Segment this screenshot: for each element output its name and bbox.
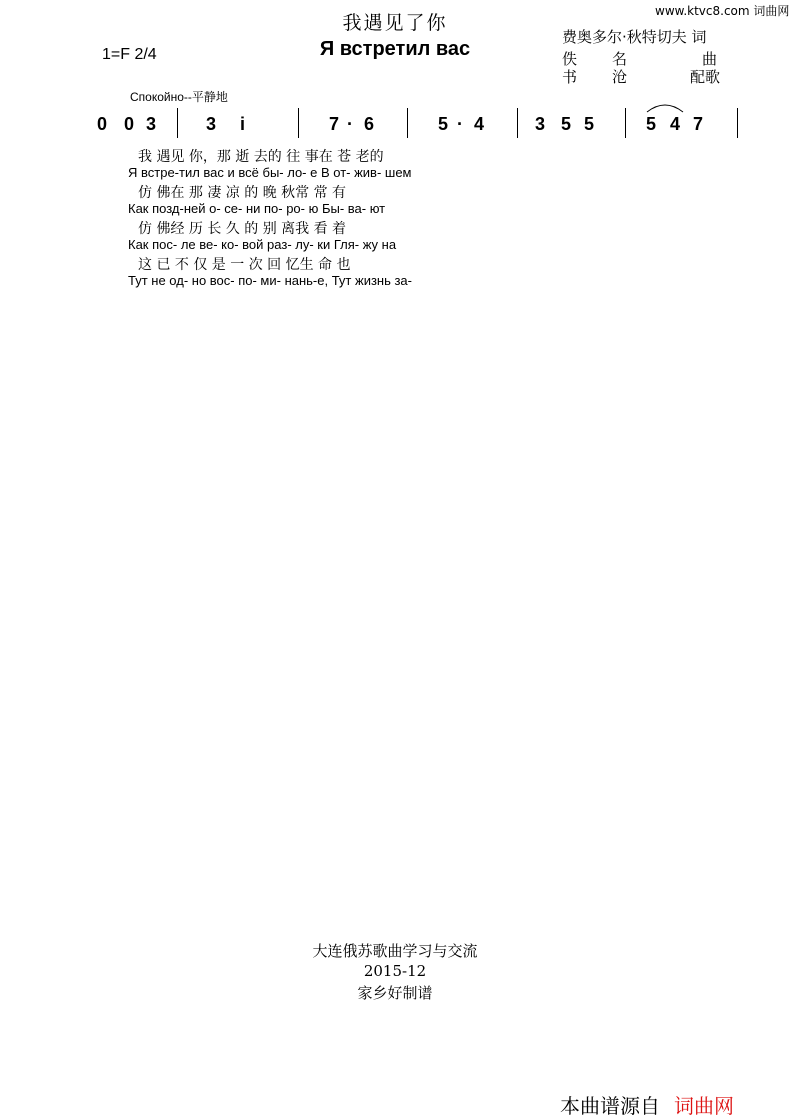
note: 0: [124, 114, 135, 134]
note: 5: [584, 114, 595, 134]
barline: [625, 108, 626, 138]
note: 3: [206, 114, 217, 134]
note: i: [240, 114, 246, 134]
song-title-chinese: 我遇见了你: [342, 12, 448, 34]
note: 5: [561, 114, 572, 134]
note: 4: [474, 114, 485, 134]
barline: [517, 108, 518, 138]
key-signature: 1=F 2/4: [102, 46, 157, 63]
barline: [737, 108, 738, 138]
lyric-line: 这 已 不 仅 是 一 次 回 忆生 命 也: [138, 257, 351, 273]
note: 7: [693, 114, 704, 134]
source-label: 本曲谱源自: [560, 1094, 660, 1118]
note: 5: [646, 114, 657, 134]
lyric-line: 我 遇见 你，那 逝 去的 往 事在 苍 老的: [138, 149, 384, 165]
composer-credit-3: 曲: [702, 50, 718, 68]
slur: [645, 102, 685, 114]
note: ·: [347, 114, 353, 134]
note: 7: [329, 114, 340, 134]
song-title-russian: Я встретил вас: [319, 38, 471, 60]
note: 3: [146, 114, 157, 134]
note: 6: [364, 114, 375, 134]
lyric-line: 仿 佛经 历 长 久 的 别 离我 看 着: [138, 221, 347, 237]
organization-note: 大连俄苏歌曲学习与交流: [312, 942, 478, 960]
date-note: 2015-12: [363, 962, 427, 980]
arranger-credit-2: 沧: [612, 68, 628, 86]
lyric-line: Тут не од- но вос- по- ми- нань-е, Тут жизнь за-: [128, 273, 412, 288]
site-watermark: www.ktvc8.com 词曲网: [655, 4, 790, 18]
source-site[interactable]: 词曲网: [674, 1094, 734, 1118]
tempo-marking: Спокойно--平静地: [130, 90, 228, 104]
barline: [177, 108, 178, 138]
note: 3: [535, 114, 546, 134]
lyric-line: 仿 佛在 那 凄 凉 的 晚 秋常 常 有: [138, 185, 347, 201]
composer-credit-2: 名: [612, 50, 628, 68]
note: 0: [97, 114, 108, 134]
arranger-credit-1: 书: [562, 68, 578, 86]
composer-credit-1: 佚: [562, 50, 578, 68]
note: ·: [457, 114, 463, 134]
barline: [407, 108, 408, 138]
lyric-line: Я встре-тил вас и всё бы- ло- е В от- жив- шем: [128, 165, 412, 180]
maker-note: 家乡好制谱: [357, 984, 433, 1002]
lyricist-credit: 费奥多尔·秋特切夫 词: [562, 28, 707, 46]
note: 4: [670, 114, 681, 134]
source-credit: [560, 1090, 734, 1119]
arranger-credit-3: 配歌: [690, 68, 721, 86]
lyric-line: Как позд-ней о- се- ни по- ро- ю Бы- ва- ют: [128, 201, 386, 216]
note: 5: [438, 114, 449, 134]
barline: [298, 108, 299, 138]
lyric-line: Как пос- ле ве- ко- вой раз- лу- ки Гля- жу на: [128, 237, 397, 252]
